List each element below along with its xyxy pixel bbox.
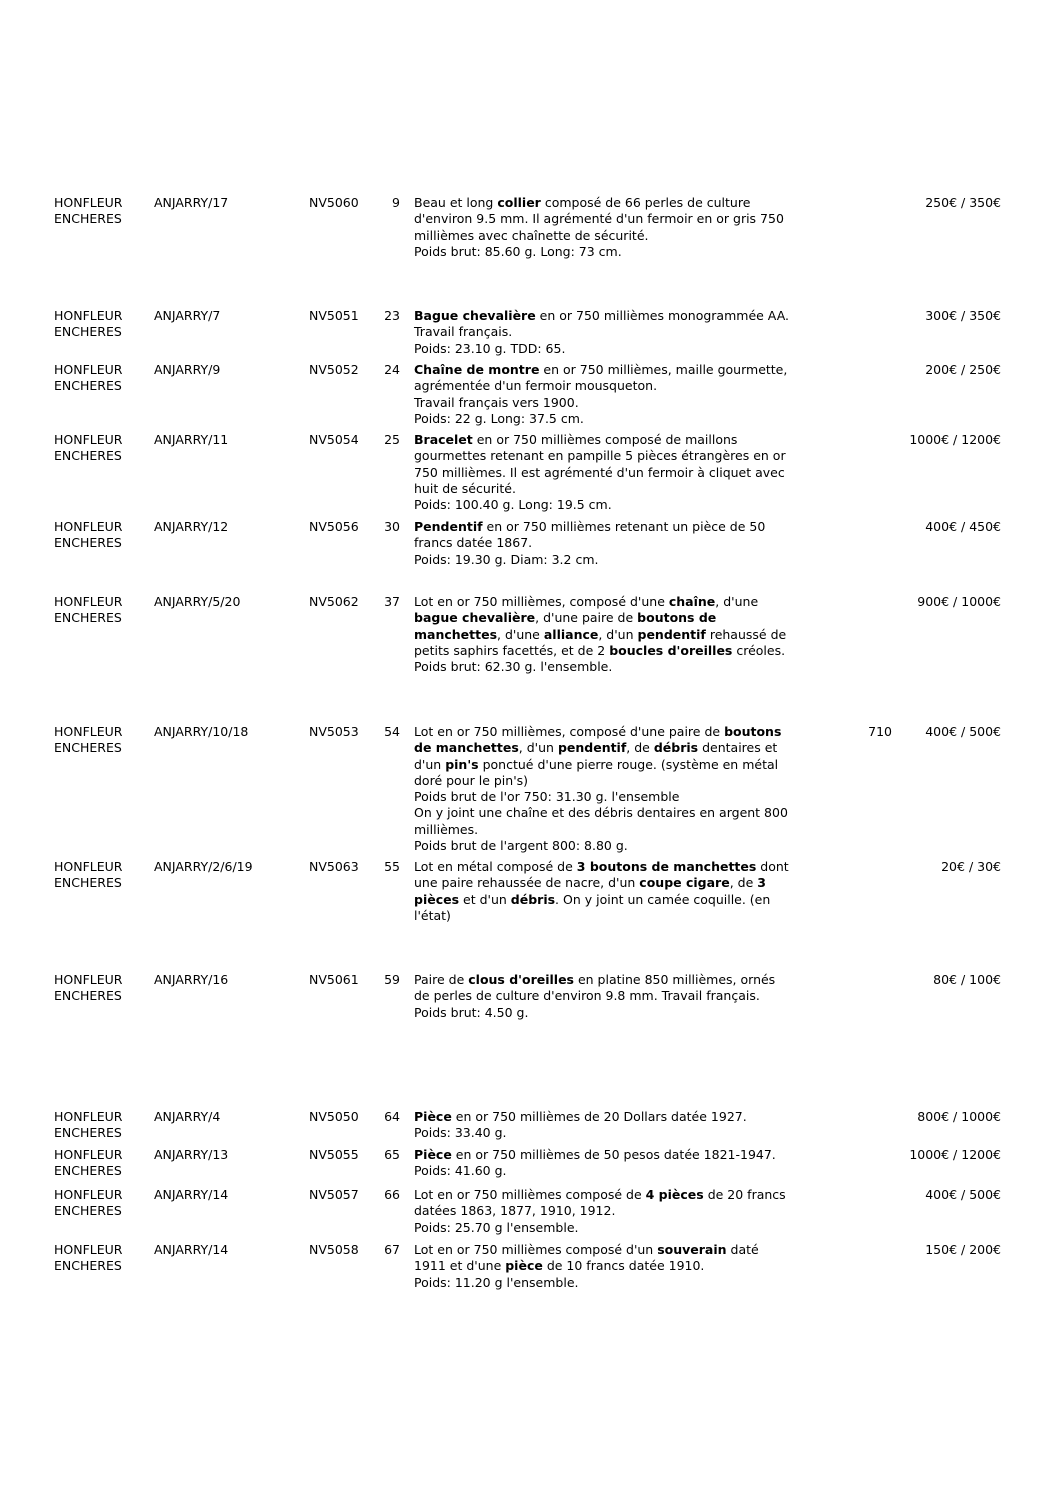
highlighted-term: bague chevalière xyxy=(414,610,536,626)
description-line xyxy=(414,552,824,568)
highlighted-term: de manchettes xyxy=(414,740,519,756)
description-text: Poids brut: 62.30 g. l'ensemble. xyxy=(414,659,613,675)
highlighted-term: Pendentif xyxy=(414,519,483,534)
description-text: huit de sécurité. xyxy=(414,480,516,496)
nv-code: NV5062 xyxy=(309,594,359,609)
auction-house xyxy=(54,972,149,1005)
description-line xyxy=(414,535,824,551)
description-text: gourmettes retenant en pampille 5 pièces étrangères en or xyxy=(414,448,786,464)
auction-house xyxy=(54,308,149,341)
description-line xyxy=(414,724,824,740)
description-text: Paire de xyxy=(414,972,469,987)
description-text: Poids: 33.40 g. xyxy=(414,1125,507,1141)
estimate: 200€ / 250€ xyxy=(925,362,1001,377)
highlighted-term: 4 pièces xyxy=(645,1187,704,1202)
lot-number: 65 xyxy=(384,1147,400,1162)
description-line xyxy=(414,740,824,756)
description-line xyxy=(414,341,824,357)
lot-number: 66 xyxy=(384,1187,400,1202)
description-text: Poids brut de l'or 750: 31.30 g. l'ensemble xyxy=(414,789,680,805)
estimate: 400€ / 500€ xyxy=(925,724,1001,739)
description-line xyxy=(414,1242,824,1258)
description-line xyxy=(414,411,824,427)
lot-number: 64 xyxy=(384,1109,400,1124)
auction-house-line: HONFLEUR xyxy=(54,972,123,987)
lot-description xyxy=(414,362,824,427)
hammer-price: 710 xyxy=(868,724,892,739)
inventory-ref: ANJARRY/10/18 xyxy=(154,724,249,739)
description-text: Poids: 41.60 g. xyxy=(414,1163,507,1179)
highlighted-term: collier xyxy=(497,195,541,210)
description-text: d'environ 9.5 mm. Il agrémenté d'un fermoir en or gris 750 xyxy=(414,211,784,227)
lot-description xyxy=(414,1147,824,1180)
auction-house-line: ENCHERES xyxy=(54,378,122,394)
nv-code: NV5058 xyxy=(309,1242,359,1257)
auction-house-line: ENCHERES xyxy=(54,211,122,227)
description-line xyxy=(414,643,824,659)
highlighted-term: Pièce xyxy=(414,1147,452,1162)
description-text: l'état) xyxy=(414,907,451,923)
nv-code: NV5054 xyxy=(309,432,359,447)
description-text: , d'une paire de xyxy=(535,610,638,626)
highlighted-term: boucles d'oreilles xyxy=(609,642,733,658)
inventory-ref: ANJARRY/17 xyxy=(154,195,229,210)
description-line xyxy=(414,1109,824,1125)
description-line xyxy=(414,875,824,891)
estimate: 400€ / 450€ xyxy=(925,519,1001,534)
lot-number: 59 xyxy=(384,972,400,987)
description-text: en or 750 millièmes retenant un pièce de 50 xyxy=(482,519,766,534)
nv-code: NV5056 xyxy=(309,519,359,534)
description-text: ponctué d'une pierre rouge. (système en métal xyxy=(478,756,779,772)
lot-number: 9 xyxy=(392,195,400,210)
auction-house xyxy=(54,859,149,892)
auction-house-line: ENCHERES xyxy=(54,1125,122,1141)
highlighted-term: pièces xyxy=(414,891,460,907)
description-text: et d'un xyxy=(459,891,511,907)
description-text: de perles de culture d'environ 9.8 mm. Travail français. xyxy=(414,988,760,1004)
auction-house-line: ENCHERES xyxy=(54,1258,122,1274)
auction-house-line: HONFLEUR xyxy=(54,859,123,874)
description-line xyxy=(414,324,824,340)
description-text: 750 millièmes. Il est agrémenté d'un fermoir à cliquet avec xyxy=(414,464,785,480)
description-line xyxy=(414,789,824,805)
description-line xyxy=(414,228,824,244)
description-text: Poids: 22 g. Long: 37.5 cm. xyxy=(414,410,584,426)
auction-house-line: HONFLEUR xyxy=(54,1242,123,1257)
highlighted-term: boutons de xyxy=(637,610,717,626)
highlighted-term: pendentif xyxy=(557,740,627,756)
nv-code: NV5051 xyxy=(309,308,359,323)
description-line xyxy=(414,822,824,838)
auction-house-line: ENCHERES xyxy=(54,1203,122,1219)
description-line xyxy=(414,659,824,675)
inventory-ref: ANJARRY/13 xyxy=(154,1147,229,1162)
lot-number: 24 xyxy=(384,362,400,377)
auction-house-line: HONFLEUR xyxy=(54,519,123,534)
description-text: de 10 francs datée 1910. xyxy=(542,1258,705,1274)
highlighted-term: chaîne xyxy=(668,594,716,609)
description-text: Poids: 23.10 g. TDD: 65. xyxy=(414,340,566,356)
description-line xyxy=(414,988,824,1004)
description-text: francs datée 1867. xyxy=(414,535,533,551)
description-text: , de xyxy=(626,740,654,756)
description-text: , de xyxy=(729,875,758,891)
description-text: daté xyxy=(726,1242,759,1257)
description-text: Poids brut: 85.60 g. Long: 73 cm. xyxy=(414,243,622,259)
nv-code: NV5050 xyxy=(309,1109,359,1124)
highlighted-term: pin's xyxy=(445,756,479,772)
description-text: composé de 66 perles de culture xyxy=(540,195,751,210)
description-line xyxy=(414,838,824,854)
auction-house-line: HONFLEUR xyxy=(54,195,123,210)
auction-house-line: ENCHERES xyxy=(54,610,122,626)
inventory-ref: ANJARRY/14 xyxy=(154,1242,229,1257)
lot-number: 30 xyxy=(384,519,400,534)
highlighted-term: Bague chevalière xyxy=(414,308,536,323)
description-text: en or 750 millièmes de 20 Dollars datée 1927. xyxy=(451,1109,747,1124)
nv-code: NV5055 xyxy=(309,1147,359,1162)
highlighted-term: Chaîne de montre xyxy=(414,362,540,377)
description-text: créoles. xyxy=(732,642,786,658)
description-text: doré pour le pin's) xyxy=(414,772,529,788)
estimate: 800€ / 1000€ xyxy=(917,1109,1001,1124)
estimate: 80€ / 100€ xyxy=(933,972,1001,987)
auction-house xyxy=(54,1242,149,1275)
description-text: dont xyxy=(756,859,789,874)
description-text: Poids brut: 4.50 g. xyxy=(414,1004,529,1020)
description-line xyxy=(414,972,824,988)
description-text: Lot en métal composé de xyxy=(414,859,577,874)
description-line xyxy=(414,594,824,610)
description-text: petits saphirs facettés, et de 2 xyxy=(414,642,610,658)
lot-description xyxy=(414,724,824,854)
highlighted-term: 3 xyxy=(757,875,766,891)
highlighted-term: alliance xyxy=(543,626,599,642)
description-line xyxy=(414,859,824,875)
highlighted-term: 3 boutons de manchettes xyxy=(576,859,757,874)
highlighted-term: manchettes xyxy=(414,626,498,642)
highlighted-term: boutons xyxy=(724,724,782,739)
description-line xyxy=(414,627,824,643)
estimate: 1000€ / 1200€ xyxy=(909,1147,1001,1162)
inventory-ref: ANJARRY/11 xyxy=(154,432,229,447)
description-line xyxy=(414,1258,824,1274)
description-text: , d'une xyxy=(497,626,544,642)
auction-house-line: ENCHERES xyxy=(54,324,122,340)
description-line xyxy=(414,497,824,513)
inventory-ref: ANJARRY/2/6/19 xyxy=(154,859,253,874)
inventory-ref: ANJARRY/16 xyxy=(154,972,229,987)
description-text: Travail français vers 1900. xyxy=(414,394,579,410)
highlighted-term: coupe cigare xyxy=(639,875,730,891)
description-line xyxy=(414,1275,824,1291)
lot-description xyxy=(414,972,824,1021)
description-line xyxy=(414,1203,824,1219)
nv-code: NV5061 xyxy=(309,972,359,987)
description-text: Poids: 100.40 g. Long: 19.5 cm. xyxy=(414,497,612,513)
auction-house xyxy=(54,519,149,552)
auction-house-line: HONFLEUR xyxy=(54,594,123,609)
description-line xyxy=(414,1163,824,1179)
auction-house-line: HONFLEUR xyxy=(54,362,123,377)
description-line xyxy=(414,805,824,821)
lot-description xyxy=(414,859,824,924)
description-text: Poids brut de l'argent 800: 8.80 g. xyxy=(414,838,628,854)
auction-house xyxy=(54,1187,149,1220)
lot-description xyxy=(414,1109,824,1142)
estimate: 250€ / 350€ xyxy=(925,195,1001,210)
description-text: 1911 et d'une xyxy=(414,1258,506,1274)
lot-number: 25 xyxy=(384,432,400,447)
auction-house xyxy=(54,432,149,465)
auction-house xyxy=(54,1147,149,1180)
description-text: Poids: 11.20 g l'ensemble. xyxy=(414,1274,579,1290)
lot-description xyxy=(414,432,824,513)
description-line xyxy=(414,610,824,626)
lot-number: 23 xyxy=(384,308,400,323)
description-line xyxy=(414,1220,824,1236)
auction-house xyxy=(54,362,149,395)
description-line xyxy=(414,211,824,227)
description-text: Poids: 25.70 g l'ensemble. xyxy=(414,1219,579,1235)
estimate: 1000€ / 1200€ xyxy=(909,432,1001,447)
description-line xyxy=(414,432,824,448)
description-line xyxy=(414,378,824,394)
highlighted-term: pièce xyxy=(505,1258,543,1274)
description-text: . On y joint un camée coquille. (en xyxy=(555,891,771,907)
description-text: en or 750 millièmes monogrammée AA. xyxy=(535,308,790,323)
description-text: millièmes. xyxy=(414,821,479,837)
description-text: millièmes avec chaînette de sécurité. xyxy=(414,227,649,243)
description-text: , d'une xyxy=(715,594,759,609)
nv-code: NV5063 xyxy=(309,859,359,874)
highlighted-term: débris xyxy=(653,740,699,756)
description-text: d'un xyxy=(414,756,446,772)
inventory-ref: ANJARRY/12 xyxy=(154,519,229,534)
description-line xyxy=(414,1147,824,1163)
estimate: 20€ / 30€ xyxy=(941,859,1001,874)
description-line xyxy=(414,395,824,411)
description-line xyxy=(414,195,824,211)
description-line xyxy=(414,308,824,324)
estimate: 300€ / 350€ xyxy=(925,308,1001,323)
auction-house-line: HONFLEUR xyxy=(54,432,123,447)
highlighted-term: Bracelet xyxy=(414,432,473,447)
auction-house-line: ENCHERES xyxy=(54,875,122,891)
description-text: agrémentée d'un fermoir mousqueton. xyxy=(414,378,658,394)
auction-house xyxy=(54,1109,149,1142)
highlighted-term: clous d'oreilles xyxy=(468,972,574,987)
lot-number: 54 xyxy=(384,724,400,739)
description-text: datées 1863, 1877, 1910, 1912. xyxy=(414,1203,616,1219)
description-text: Travail français. xyxy=(414,324,513,340)
description-line xyxy=(414,773,824,789)
highlighted-term: pendentif xyxy=(637,626,706,642)
auction-house xyxy=(54,594,149,627)
description-text: , d'un xyxy=(598,626,638,642)
estimate: 400€ / 500€ xyxy=(925,1187,1001,1202)
auction-house-line: HONFLEUR xyxy=(54,1109,123,1124)
auction-house-line: ENCHERES xyxy=(54,740,122,756)
nv-code: NV5052 xyxy=(309,362,359,377)
description-line xyxy=(414,465,824,481)
description-line xyxy=(414,362,824,378)
auction-house-line: ENCHERES xyxy=(54,448,122,464)
lot-number: 67 xyxy=(384,1242,400,1257)
lot-description xyxy=(414,519,824,568)
description-text: Poids: 19.30 g. Diam: 3.2 cm. xyxy=(414,551,599,567)
nv-code: NV5060 xyxy=(309,195,359,210)
estimate: 900€ / 1000€ xyxy=(917,594,1001,609)
description-line xyxy=(414,1125,824,1141)
inventory-ref: ANJARRY/5/20 xyxy=(154,594,241,609)
nv-code: NV5053 xyxy=(309,724,359,739)
description-text: de 20 francs xyxy=(703,1187,786,1202)
description-line xyxy=(414,519,824,535)
lot-number: 55 xyxy=(384,859,400,874)
lot-description xyxy=(414,1187,824,1236)
auction-house-line: ENCHERES xyxy=(54,535,122,551)
description-line xyxy=(414,908,824,924)
description-text: Lot en or 750 millièmes, composé d'une xyxy=(414,594,669,609)
description-text: Lot en or 750 millièmes composé de xyxy=(414,1187,646,1202)
description-text: , d'un xyxy=(518,740,558,756)
auction-house-line: HONFLEUR xyxy=(54,724,123,739)
highlighted-term: débris xyxy=(510,891,556,907)
auction-house-line: ENCHERES xyxy=(54,988,122,1004)
estimate: 150€ / 200€ xyxy=(925,1242,1001,1257)
description-line xyxy=(414,892,824,908)
auction-house-line: HONFLEUR xyxy=(54,1147,123,1162)
description-text: dentaires et xyxy=(698,740,778,756)
highlighted-term: Pièce xyxy=(414,1109,452,1124)
description-line xyxy=(414,448,824,464)
lot-number: 37 xyxy=(384,594,400,609)
description-text: Lot en or 750 millièmes composé d'un xyxy=(414,1242,658,1257)
auction-house-line: ENCHERES xyxy=(54,1163,122,1179)
description-text: On y joint une chaîne et des débris dentaires en argent 800 xyxy=(414,805,788,821)
lot-description xyxy=(414,594,824,675)
description-line xyxy=(414,1187,824,1203)
description-text: rehaussé de xyxy=(705,626,787,642)
inventory-ref: ANJARRY/4 xyxy=(154,1109,221,1124)
description-line xyxy=(414,1005,824,1021)
description-text: en platine 850 millièmes, ornés xyxy=(574,972,776,987)
description-text: Lot en or 750 millièmes, composé d'une paire de xyxy=(414,724,725,739)
description-line xyxy=(414,757,824,773)
lot-description xyxy=(414,308,824,357)
description-text: en or 750 millièmes, maille gourmette, xyxy=(539,362,788,377)
description-line xyxy=(414,244,824,260)
auction-house xyxy=(54,724,149,757)
inventory-ref: ANJARRY/7 xyxy=(154,308,221,323)
nv-code: NV5057 xyxy=(309,1187,359,1202)
auction-house xyxy=(54,195,149,228)
auction-house-line: HONFLEUR xyxy=(54,308,123,323)
lot-description xyxy=(414,195,824,260)
description-text: une paire rehaussée de nacre, d'un xyxy=(414,875,640,891)
description-line xyxy=(414,481,824,497)
inventory-ref: ANJARRY/9 xyxy=(154,362,221,377)
lot-description xyxy=(414,1242,824,1291)
description-text: en or 750 millièmes composé de maillons xyxy=(472,432,738,447)
auction-house-line: HONFLEUR xyxy=(54,1187,123,1202)
highlighted-term: souverain xyxy=(657,1242,727,1257)
description-text: en or 750 millièmes de 50 pesos datée 1821-1947. xyxy=(451,1147,776,1162)
inventory-ref: ANJARRY/14 xyxy=(154,1187,229,1202)
description-text: Beau et long xyxy=(414,195,498,210)
